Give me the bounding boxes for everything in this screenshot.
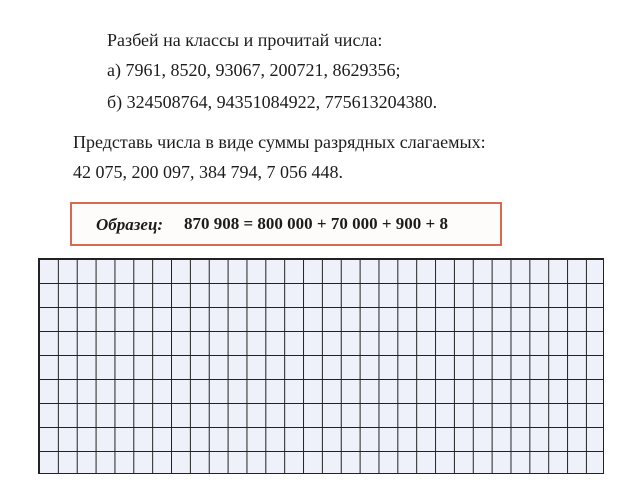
task1-line-b: б) 324508764, 94351084922, 775613204380. [107,92,438,112]
task2-numbers: 42 075, 200 097, 384 794, 7 056 448. [73,162,343,182]
task2-title: Представь числа в виде суммы разрядных слагаемых: [73,132,486,152]
task1-title: Разбей на классы и прочитай числа: [107,30,383,50]
sample-label: Образец: [96,215,164,234]
sample-box [70,202,502,246]
sample-formula: 870 908 = 800 000 + 70 000 + 900 + 8 [184,214,448,233]
task1-line-a: а) 7961, 8520, 93067, 200721, 8629356; [107,60,401,80]
answer-grid[interactable] [38,258,604,474]
